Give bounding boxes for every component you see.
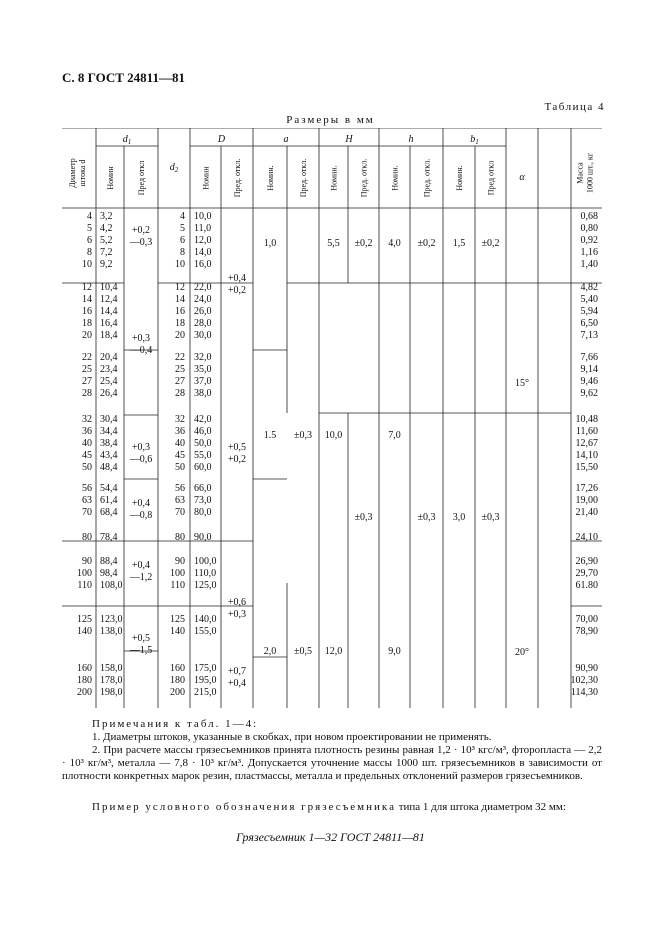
header-d2: $d_2$ <box>169 162 179 174</box>
cell-d1: 3,2 <box>100 211 113 222</box>
cell-d2: 90 <box>175 556 185 567</box>
cell-d: 40 <box>82 438 92 449</box>
cell-d: 20 <box>82 330 92 341</box>
cell-D: 35,0 <box>194 364 212 375</box>
notes-title: Примечания к табл. 1—4: <box>92 718 259 730</box>
tol-d1: +0,2 <box>131 225 151 236</box>
cell-d2: 70 <box>175 507 185 518</box>
cell-d: 90 <box>82 556 92 567</box>
sizes-caption: Размеры в мм <box>286 114 375 126</box>
cell-mass: 12,67 <box>575 438 598 449</box>
header-mass: Масса <box>575 162 585 184</box>
cell-d: 140 <box>77 626 92 637</box>
tol-D: +0,2 <box>227 285 247 296</box>
tol-d1: —0,8 <box>129 510 153 521</box>
cell-D: 12,0 <box>194 235 212 246</box>
cell-d2: 110 <box>170 580 185 591</box>
cell-d1: 43,4 <box>100 450 118 461</box>
cell-D: 32,0 <box>194 352 212 363</box>
header-subcolumn: Номин <box>201 166 211 190</box>
cell-d1: 48,4 <box>100 462 118 473</box>
cell-d1: 61,4 <box>100 495 118 506</box>
cell-d: 110 <box>77 580 92 591</box>
cell-mass: 0,92 <box>580 235 598 246</box>
cell-d: 6 <box>87 235 92 246</box>
cell-d2: 50 <box>175 462 185 473</box>
cell-d1: 14,4 <box>100 306 118 317</box>
cell-mass: 29,70 <box>575 568 598 579</box>
cell-d2: 180 <box>170 675 185 686</box>
cell-d1: 78,4 <box>100 532 118 543</box>
cell-d: 125 <box>77 614 92 625</box>
cell-d: 4 <box>87 211 92 222</box>
cell-d2: 40 <box>175 438 185 449</box>
cell-mass: 0,80 <box>580 223 598 234</box>
cell-D: 24,0 <box>194 294 212 305</box>
cell-d1: 9,2 <box>100 259 113 270</box>
cell-d2: 10 <box>175 259 185 270</box>
example-rest: типа 1 для штока диаметром 32 мм: <box>395 801 566 813</box>
cell-d1: 10,4 <box>100 282 118 293</box>
cell-d: 56 <box>82 483 92 494</box>
cell-D: 155,0 <box>194 626 217 637</box>
cell-d2: 200 <box>170 687 185 698</box>
cell-d2: 8 <box>180 247 185 258</box>
cell-d2: 27 <box>175 376 185 387</box>
tol-d1: +0,4 <box>131 498 151 509</box>
cell-h: 7,0 <box>388 430 401 441</box>
header-b1: $b_1$ <box>470 134 479 146</box>
cell-d: 45 <box>82 450 92 461</box>
cell-d: 27 <box>82 376 92 387</box>
cell-d2: 6 <box>180 235 185 246</box>
cell-d1: 98,4 <box>100 568 118 579</box>
cell-D: 140,0 <box>194 614 217 625</box>
cell-d2: 45 <box>175 450 185 461</box>
cell-d2: 100 <box>170 568 185 579</box>
cell-d: 63 <box>82 495 92 506</box>
header-subcolumn: Номин. <box>390 165 400 191</box>
cell-d2: 5 <box>180 223 185 234</box>
cell-D: 28,0 <box>194 318 212 329</box>
tol-D: +0,5 <box>227 442 247 453</box>
cell-d1: 34,4 <box>100 426 118 437</box>
cell-d: 200 <box>77 687 92 698</box>
cell-d2: 63 <box>175 495 185 506</box>
cell-mass: 7,13 <box>580 330 598 341</box>
tol-a: ±0,5 <box>294 646 312 657</box>
cell-d: 32 <box>82 414 92 425</box>
cell-D: 16,0 <box>194 259 212 270</box>
cell-mass: 11,60 <box>575 426 598 437</box>
table-number: Таблица 4 <box>544 101 605 113</box>
cell-d1: 88,4 <box>100 556 118 567</box>
tol-D: +0,7 <box>227 666 247 677</box>
cell-mass: 61.80 <box>575 580 598 591</box>
cell-d2: 28 <box>175 388 185 399</box>
header-subcolumn: Номин <box>106 166 115 190</box>
cell-a: 1.5 <box>263 430 277 441</box>
tol-h: ±0,3 <box>417 512 436 523</box>
cell-d2: 18 <box>175 318 185 329</box>
cell-D: 50,0 <box>194 438 212 449</box>
designation-example <box>62 800 602 814</box>
cell-D: 26,0 <box>194 306 212 317</box>
cell-D: 100,0 <box>194 556 217 567</box>
tol-D: +0,6 <box>227 597 247 608</box>
cell-d1: 18,4 <box>100 330 118 341</box>
cell-d2: 25 <box>175 364 185 375</box>
note-1: 1. Диаметры штоков, указанные в скобках, при новом проектировании не применять. <box>92 731 492 743</box>
cell-h: 4,0 <box>388 238 401 249</box>
cell-D: 22,0 <box>194 282 212 293</box>
header-rod-diameter: штока d <box>78 159 87 187</box>
cell-d: 14 <box>82 294 92 305</box>
header-subcolumn: Пред. откл. <box>359 158 369 198</box>
tol-D: +0,2 <box>227 454 247 465</box>
cell-d: 10 <box>82 259 92 270</box>
cell-H: 12,0 <box>324 646 343 657</box>
designation: Грязесъемник 1—32 ГОСТ 24811—81 <box>236 830 425 844</box>
header-alpha: α <box>519 172 525 183</box>
cell-D: 73,0 <box>194 495 212 506</box>
cell-D: 55,0 <box>194 450 212 461</box>
cell-d1: 54,4 <box>100 483 118 494</box>
cell-d2: 125 <box>170 614 185 625</box>
cell-mass: 0,68 <box>580 211 598 222</box>
cell-d: 12 <box>82 282 92 293</box>
cell-D: 30,0 <box>194 330 212 341</box>
cell-d1: 123,0 <box>100 614 123 625</box>
cell-D: 10,0 <box>194 211 212 222</box>
cell-D: 14,0 <box>194 247 212 258</box>
cell-D: 175,0 <box>194 663 217 674</box>
tol-b1: ±0,2 <box>481 238 500 249</box>
cell-mass: 1,16 <box>580 247 598 258</box>
tol-D: +0,3 <box>227 609 247 620</box>
header-subcolumn: Пред. откл. <box>299 158 308 198</box>
cell-mass: 14,10 <box>575 450 598 461</box>
header-D: D <box>217 134 226 145</box>
cell-d: 28 <box>82 388 92 399</box>
cell-d1: 26,4 <box>100 388 118 399</box>
cell-d1: 198,0 <box>100 687 123 698</box>
cell-a: 1,0 <box>263 238 277 249</box>
cell-mass: 102,30 <box>570 675 598 686</box>
cell-d: 80 <box>82 532 92 543</box>
cell-mass: 4,82 <box>580 282 598 293</box>
cell-D: 215,0 <box>194 687 217 698</box>
cell-d1: 23,4 <box>100 364 118 375</box>
cell-mass: 5,94 <box>580 306 598 317</box>
cell-d1: 25,4 <box>100 376 118 387</box>
example-lead: Пример условного обозначения грязесъемника <box>92 801 396 813</box>
cell-d2: 4 <box>180 211 185 222</box>
tol-H: ±0,2 <box>354 238 373 249</box>
tol-d1: —1,5 <box>129 645 153 656</box>
cell-d1: 30,4 <box>100 414 118 425</box>
cell-mass: 7,66 <box>580 352 598 363</box>
cell-a: 2,0 <box>263 646 277 657</box>
tol-D: +0,4 <box>227 678 247 689</box>
cell-D: 60,0 <box>194 462 212 473</box>
header-subcolumn: Номин. <box>329 165 339 191</box>
cell-mass: 114,30 <box>570 687 598 698</box>
tol-a: ±0,3 <box>294 430 312 441</box>
cell-mass: 9,14 <box>580 364 598 375</box>
cell-d: 25 <box>82 364 92 375</box>
header-subcolumn: Пред. откл. <box>233 158 242 198</box>
cell-mass: 24,10 <box>575 532 598 543</box>
cell-h: 9,0 <box>388 646 401 657</box>
header-subcolumn: Номин. <box>266 165 275 191</box>
cell-mass: 90,90 <box>575 663 598 674</box>
cell-mass: 6,50 <box>580 318 598 329</box>
cell-d: 70 <box>82 507 92 518</box>
cell-H: 5,5 <box>327 238 340 249</box>
tol-d1: —0,4 <box>129 345 153 356</box>
cell-D: 46,0 <box>194 426 212 437</box>
tol-H: ±0,3 <box>354 512 373 523</box>
cell-D: 42,0 <box>194 414 212 425</box>
cell-mass: 17,26 <box>575 483 598 494</box>
header-rod-diameter: Диаметр <box>68 158 77 188</box>
cell-mass: 10,48 <box>575 414 598 425</box>
cell-d: 8 <box>87 247 92 258</box>
cell-mass: 9,62 <box>580 388 598 399</box>
cell-mass: 78,90 <box>575 626 598 637</box>
cell-D: 125,0 <box>194 580 217 591</box>
cell-d2: 16 <box>175 306 185 317</box>
cell-D: 37,0 <box>194 376 212 387</box>
cell-d2: 20 <box>175 330 185 341</box>
header-subcolumn: Пред. откл. <box>422 158 432 198</box>
page-header: С. 8 ГОСТ 24811—81 <box>62 70 185 85</box>
header-mass: 1000 шт., кг <box>585 152 595 194</box>
cell-d: 5 <box>87 223 92 234</box>
cell-d2: 22 <box>175 352 185 363</box>
tol-h: ±0,2 <box>417 238 436 249</box>
cell-d1: 4,2 <box>100 223 113 234</box>
tol-d1: —1,2 <box>129 572 153 583</box>
header-d1: $d_1$ <box>122 134 132 146</box>
tol-b1: ±0,3 <box>481 512 500 523</box>
tol-d1: +0,5 <box>131 633 151 644</box>
tol-d1: +0,4 <box>131 560 151 571</box>
cell-d1: 158,0 <box>100 663 123 674</box>
cell-d1: 68,4 <box>100 507 118 518</box>
dimensions-table <box>62 128 602 708</box>
cell-d: 180 <box>77 675 92 686</box>
cell-d1: 16,4 <box>100 318 118 329</box>
cell-d2: 32 <box>175 414 185 425</box>
cell-d1: 7,2 <box>100 247 113 258</box>
cell-d: 160 <box>77 663 92 674</box>
cell-d2: 12 <box>175 282 185 293</box>
cell-mass: 9,46 <box>580 376 598 387</box>
header-H: H <box>345 134 353 145</box>
notes <box>62 718 602 783</box>
cell-mass: 19,00 <box>575 495 598 506</box>
cell-d: 16 <box>82 306 92 317</box>
cell-mass: 70,00 <box>575 614 598 625</box>
cell-alpha: 20° <box>515 647 529 658</box>
cell-d2: 80 <box>175 532 185 543</box>
header-a: a <box>283 134 289 145</box>
cell-D: 110,0 <box>194 568 217 579</box>
cell-mass: 5,40 <box>580 294 598 305</box>
cell-mass: 26,90 <box>575 556 598 567</box>
note-2: 2. При расчете массы грязесъемников принята плотность резины равная 1,2 · 10³ кгс/м³, фторопласта — 2,2 · 10³ кг/м³, металла — 7,8 · 10³ кг/м³. Допускается уточнение массы 1000 шт. грязесъемников в зависимости от плотности конкретных марок резин, пластмассы, металла и предельных отклонений размеров грязесъемников. <box>62 744 602 782</box>
cell-d2: 36 <box>175 426 185 437</box>
cell-d1: 20,4 <box>100 352 118 363</box>
tol-d1: —0,3 <box>129 237 153 248</box>
cell-mass: 21,40 <box>575 507 598 518</box>
cell-D: 11,0 <box>194 223 212 234</box>
cell-D: 80,0 <box>194 507 212 518</box>
cell-mass: 1,40 <box>580 259 598 270</box>
tol-d1: —0,6 <box>129 454 153 465</box>
cell-d1: 138,0 <box>100 626 123 637</box>
cell-b1: 3,0 <box>452 512 466 523</box>
cell-d: 18 <box>82 318 92 329</box>
cell-D: 38,0 <box>194 388 212 399</box>
cell-alpha: 15° <box>515 378 529 389</box>
cell-d1: 38,4 <box>100 438 118 449</box>
cell-mass: 15,50 <box>575 462 598 473</box>
cell-D: 195,0 <box>194 675 217 686</box>
cell-d: 22 <box>82 352 92 363</box>
cell-d2: 160 <box>170 663 185 674</box>
tol-D: +0,4 <box>227 273 247 284</box>
cell-d2: 56 <box>175 483 185 494</box>
cell-d1: 12,4 <box>100 294 118 305</box>
cell-d1: 5,2 <box>100 235 113 246</box>
cell-D: 90,0 <box>194 532 212 543</box>
cell-d2: 140 <box>170 626 185 637</box>
cell-d1: 178,0 <box>100 675 123 686</box>
header-subcolumn: Пред откл <box>137 160 146 196</box>
header-h: h <box>408 134 414 145</box>
cell-d: 100 <box>77 568 92 579</box>
cell-H: 10,0 <box>324 430 343 441</box>
cell-d2: 14 <box>175 294 185 305</box>
header-subcolumn: Номин. <box>455 165 464 191</box>
cell-d: 50 <box>82 462 92 473</box>
cell-d: 36 <box>82 426 92 437</box>
cell-b1: 1,5 <box>452 238 466 249</box>
header-subcolumn: Пред откл <box>486 160 496 196</box>
cell-d1: 108,0 <box>100 580 123 591</box>
cell-D: 66,0 <box>194 483 212 494</box>
tol-d1: +0,3 <box>131 442 151 453</box>
tol-d1: +0,3 <box>131 333 151 344</box>
